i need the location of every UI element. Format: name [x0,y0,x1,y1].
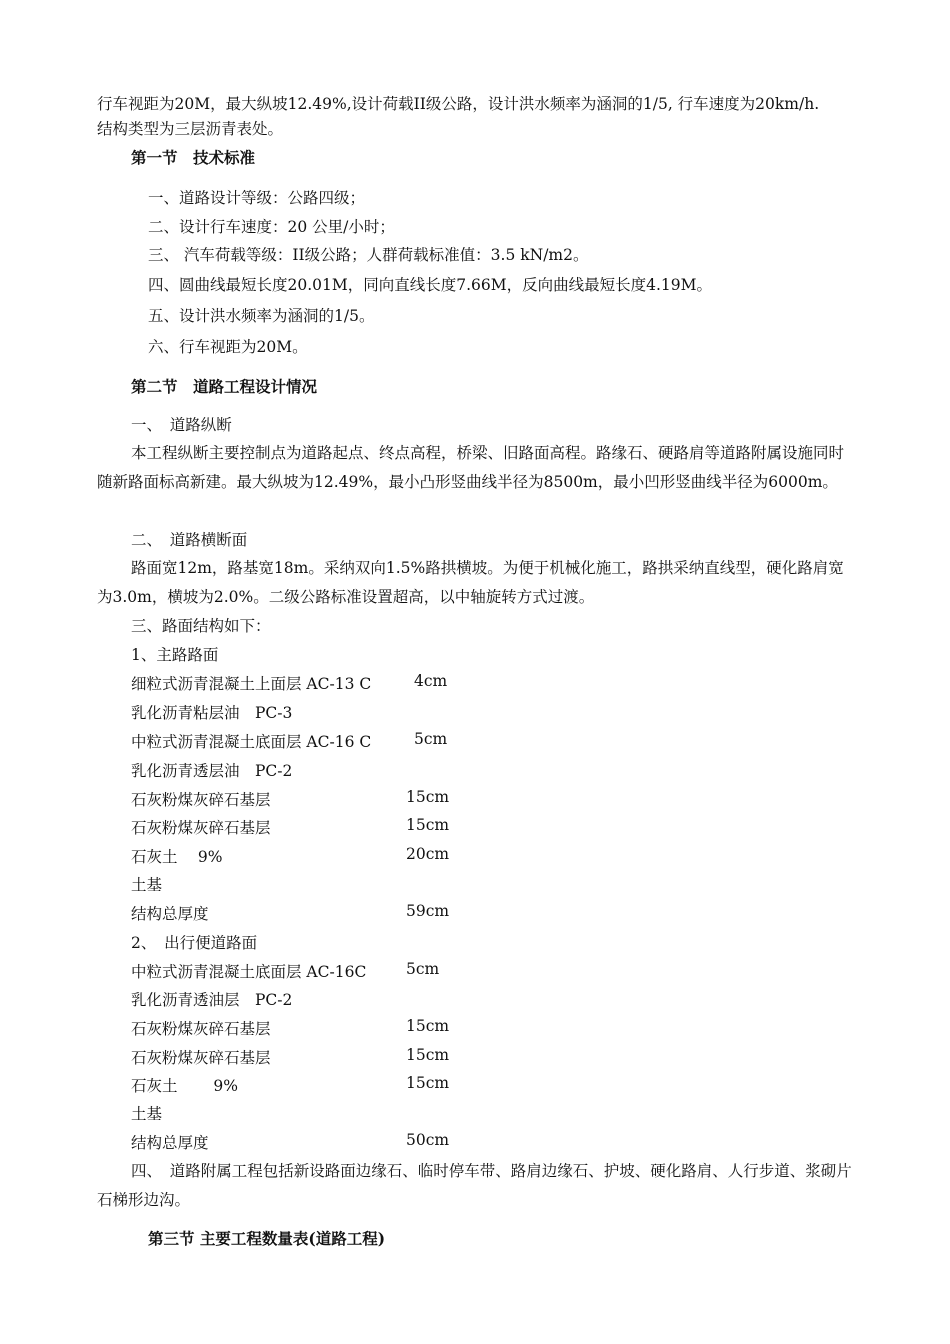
section-3-heading: 第三节 主要工程数量表(道路工程) [148,1229,386,1248]
intro-paragraph [97,92,857,142]
subsection-2-text: 路面宽12m，路基宽18m。采纳双向1.5%路拱横坡。为便于机械化施工，路拱采纳直线型，硬化路肩宽为3.0m，横坡为2.0%。二级公路标准设置超高，以中轴旋转方式过渡。 [97,559,844,606]
layer-row [131,672,448,694]
layer-thickness: 15cm [406,816,450,834]
layer-row [131,988,292,1010]
layer-name: 石灰土 9% [131,1077,239,1095]
layer-name: 乳化沥青透油层 PC-2 [131,991,293,1009]
access-road-title: 2、 出行便道路面 [131,934,258,952]
layer-name: 土基 [131,876,163,894]
layer-row [131,701,292,723]
section-2-heading: 第二节 道路工程设计情况 [131,377,318,396]
layer-name: 土基 [131,1105,163,1123]
layer-name: 石灰粉煤灰碎石基层 [131,1020,271,1038]
intro-line-2: 结构类型为三层沥青表处。 [97,120,284,138]
intro-line-1: 行车视距为20M，最大纵坡12.49%,设计荷载II级公路，设计洪水频率为涵洞的1/5, 行车速度为20km/h. [97,95,820,113]
layer-name: 乳化沥青透层油 PC-2 [131,762,293,780]
layer-row [131,845,450,867]
layer-name: 中粒式沥青混凝土底面层 AC-16 C [131,733,372,751]
standard-item-4: 四、圆曲线最短长度20.01M，同向直线长度7.66M，反向曲线最短长度4.19M。 [148,276,713,294]
layer-row [131,730,448,752]
layer-thickness: 50cm [406,1131,450,1149]
layer-name: 结构总厚度 [131,1134,209,1152]
layer-row [131,960,440,982]
standard-item-1: 一、道路设计等级：公路四级； [148,189,366,207]
subsection-2-title: 二、 道路横断面 [131,531,248,549]
layer-thickness: 15cm [406,1046,450,1064]
layer-row [131,759,292,781]
layer-thickness: 59cm [406,902,450,920]
layer-thickness: 5cm [414,730,448,748]
standard-item-5: 五、设计洪水频率为涵洞的1/5。 [148,307,375,325]
layer-row [131,1131,450,1153]
layer-thickness: 4cm [414,672,448,690]
layer-row [131,1102,162,1124]
layer-name: 结构总厚度 [131,905,209,923]
layer-name: 石灰粉煤灰碎石基层 [131,819,271,837]
layer-thickness: 5cm [406,960,440,978]
layer-row [131,902,450,924]
layer-row [131,1074,450,1096]
standard-item-2: 二、设计行车速度：20 公里/小时； [148,218,395,236]
subsection-1-title: 一、 道路纵断 [131,416,232,434]
layer-row [131,1017,450,1039]
layer-name: 中粒式沥青混凝土底面层 AC-16C [131,963,367,981]
layer-row [131,873,162,895]
subsection-3-title: 三、路面结构如下： [131,617,271,635]
layer-name: 石灰粉煤灰碎石基层 [131,791,271,809]
layer-name: 石灰土 9% [131,848,223,866]
subsection-4-text: 四、 道路附属工程包括新设路面边缘石、临时停车带、路肩边缘石、护坡、硬化路肩、人行步道、浆砌片石梯形边沟。 [97,1162,852,1209]
main-road-title: 1、主路路面 [131,646,219,664]
layer-name: 细粒式沥青混凝土上面层 AC-13 C [131,675,372,693]
layer-row [131,1046,450,1068]
layer-row [131,788,450,810]
layer-row [131,816,450,838]
layer-thickness: 15cm [406,788,450,806]
layer-thickness: 15cm [406,1074,450,1092]
layer-name: 乳化沥青粘层油 PC-3 [131,704,293,722]
layer-thickness: 15cm [406,1017,450,1035]
standard-item-6: 六、行车视距为20M。 [148,338,308,356]
layer-thickness: 20cm [406,845,450,863]
layer-name: 石灰粉煤灰碎石基层 [131,1049,271,1067]
subsection-1-text: 本工程纵断主要控制点为道路起点、终点高程，桥梁、旧路面高程。路缘石、硬路肩等道路附属设施同时随新路面标高新建。最大纵坡为12.49%，最小凸形竖曲线半径为8500m，最小凹形竖曲线半径为6000m。 [97,444,845,491]
standard-item-3: 三、 汽车荷载等级：II级公路；人群荷载标准值：3.5 kN/m2。 [148,246,589,264]
section-1-heading: 第一节 技术标准 [131,148,256,167]
